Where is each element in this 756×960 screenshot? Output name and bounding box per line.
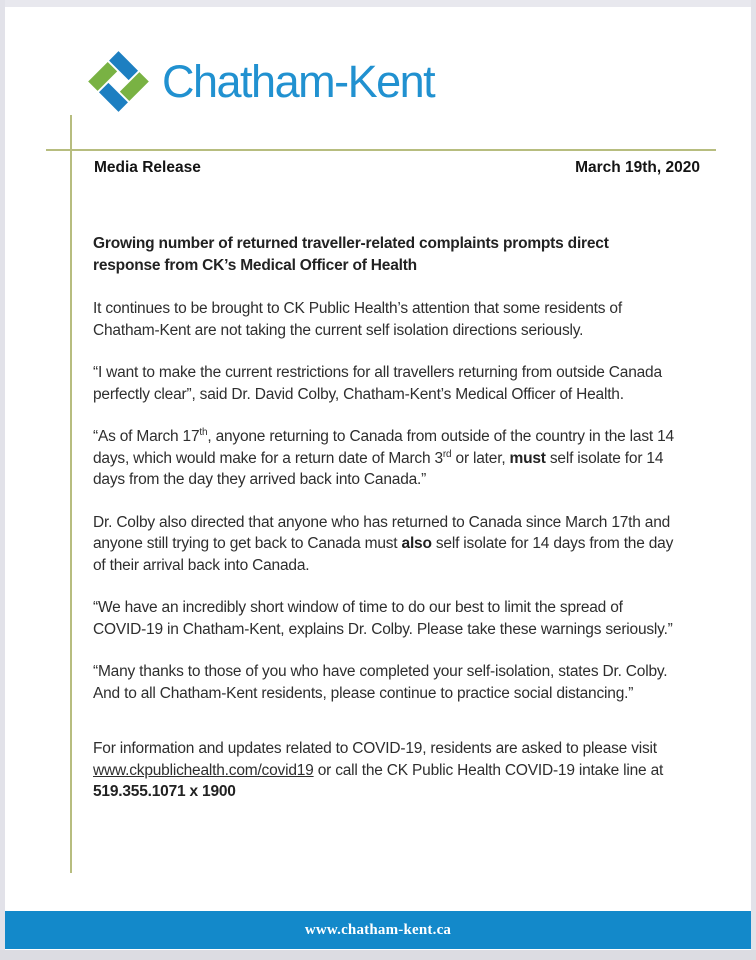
paragraph: Dr. Colby also directed that anyone who has returned to Canada since March 17th and anyone still trying to get back to Canada must also self isolate for 14 days from the day of their arrival back into Canada. bbox=[93, 513, 674, 574]
paragraphs bbox=[93, 298, 679, 803]
release-meta bbox=[94, 159, 700, 177]
press-release-body bbox=[93, 233, 679, 824]
footer-bar bbox=[5, 911, 751, 949]
paragraph: For information and updates related to COVID-19, residents are asked to please visit www.ckpublichealth.com/covid19 or call the CK Public Health COVID-19 intake line at 519.355.1071 x 1900 bbox=[93, 740, 664, 800]
chatham-kent-pinwheel-icon bbox=[88, 50, 149, 113]
paragraph: It continues to be brought to CK Public Health’s attention that some residents of Chatham-Kent are not taking the current self isolation directions seriously. bbox=[93, 300, 622, 339]
paragraph: “I want to make the current restrictions for all travellers returning from outside Canada perfectly clear”, said Dr. David Colby, Chatham-Kent’s Medical Officer of Health. bbox=[93, 364, 662, 403]
release-date: March 19th, 2020 bbox=[575, 159, 700, 176]
page-edge-bottom bbox=[0, 950, 756, 960]
logo-wordmark: Chatham-Kent bbox=[162, 56, 435, 107]
paragraph: “As of March 17th, anyone returning to Canada from outside of the country in the last 14 days, which would make for a return date of March 3rd or later, must self isolate for 14 days from the day they arrived back into Canada.” bbox=[93, 426, 674, 488]
page-edge-top bbox=[0, 0, 756, 7]
page-edge-left bbox=[0, 0, 5, 960]
horizontal-rule bbox=[46, 149, 716, 151]
page-edge-right bbox=[751, 0, 756, 960]
release-type-label: Media Release bbox=[94, 159, 201, 176]
paragraph: “We have an incredibly short window of time to do our best to limit the spread of COVID-19 in Chatham-Kent, explains Dr. Colby. Please take these warnings seriously.” bbox=[93, 599, 673, 638]
vertical-rule bbox=[70, 115, 72, 873]
paragraph: “Many thanks to those of you who have completed your self-isolation, states Dr. Colby. And to all Chatham-Kent residents, please continue to practice social distancing.” bbox=[93, 663, 668, 702]
footer-website-link[interactable]: www.chatham-kent.ca bbox=[304, 921, 452, 938]
headline: Growing number of returned traveller-related complaints prompts direct response from CK’s Medical Officer of Health bbox=[93, 235, 609, 274]
inline-link[interactable]: www.ckpublichealth.com/covid19 bbox=[93, 761, 314, 779]
logo bbox=[88, 50, 434, 113]
